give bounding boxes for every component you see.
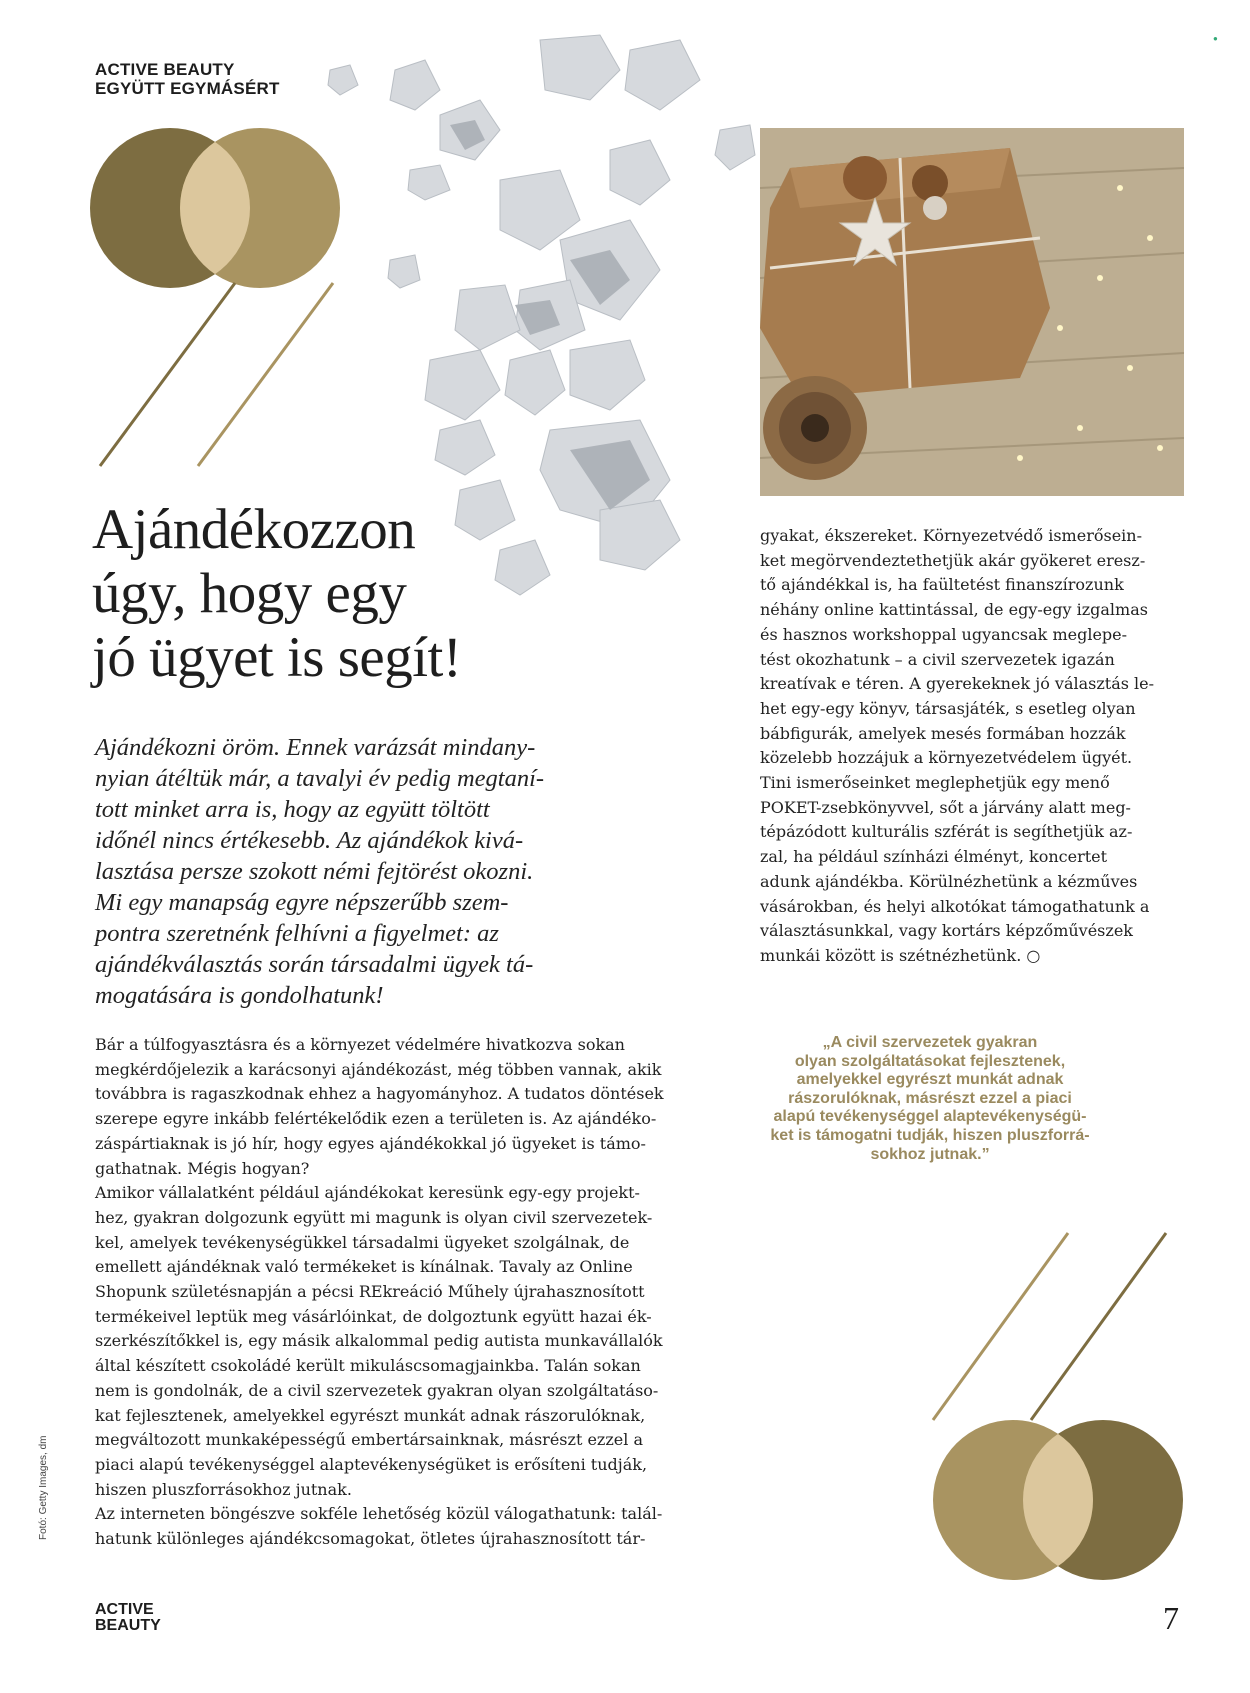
- article-title: [92, 498, 552, 690]
- body-line: kreatívak e téren. A gyerekeknek jó választás le-: [760, 674, 1155, 694]
- body-line: kel, amelyek tevékenységükkel társadalmi ügyeket szolgálnak, de: [95, 1232, 630, 1252]
- lead-line: tott minket arra is, hogy az együtt töltött: [95, 796, 490, 823]
- body-line: bábfigurák, amelyek mesés formában hozzák: [760, 723, 1126, 743]
- closing-quote-graphic: [868, 1228, 1188, 1583]
- closing-tail-left: [933, 1233, 1068, 1420]
- body-line: emellett ajándéknak való termékeket is kínálnak. Tavaly az Online: [95, 1257, 633, 1277]
- quote-line: rászorulóknak, másrészt ezzel a piaci: [788, 1089, 1072, 1107]
- body-line: szerepe egyre inkább felértékelődik ezen a területen is. Az ajándéko-: [95, 1109, 657, 1129]
- body-line: néhány online kattintással, de egy-egy izgalmas: [760, 600, 1148, 620]
- body-line: kat fejlesztenek, amelyekkel egyrészt munkát adnak rászorulóknak,: [95, 1405, 646, 1425]
- body-line: választásunkkal, vagy kortárs képzőművészek: [760, 921, 1133, 941]
- quote-line: „A civil szervezetek gyakran: [822, 1034, 1038, 1051]
- body-line: gathatnak. Mégis hogyan?: [95, 1158, 310, 1178]
- body-line: adunk ajándékba. Körülnézhetünk a kézműves: [760, 871, 1138, 891]
- body-line: záspártiaknak is jó hír, hogy egyes ajándékokkal jó ügyeket is támo-: [95, 1133, 646, 1153]
- closing-tail-right: [1031, 1233, 1166, 1420]
- body-line: het egy-egy könyv, társasjáték, s esetleg olyan: [760, 698, 1136, 718]
- gift-photo: [760, 128, 1184, 496]
- quote-line: sokhoz jutnak.”: [870, 1145, 990, 1163]
- quote-tail-left: [100, 283, 235, 466]
- body-line: tő ajándékkal is, ha faültetést finanszírozunk: [760, 575, 1124, 595]
- body-column-left: [95, 1033, 715, 1552]
- body-line: szerkészítőkkel is, egy másik alkalommal pedig autista munkavállalók: [95, 1331, 663, 1351]
- corner-dot-icon: ●: [1213, 34, 1218, 43]
- lead-paragraph: [95, 732, 655, 1011]
- lead-line: ajándékválasztás során társadalmi ügyek tá-: [95, 951, 534, 978]
- body-line: piaci alapú tevékenységgel alaptevékenységüket is erősíteni tudják,: [95, 1454, 648, 1474]
- body-line: megváltozott munkaképességű embertársainknak, másrészt ezzel a: [95, 1430, 643, 1450]
- footer-brand-line: ACTIVE: [95, 1601, 154, 1618]
- body-column-right: [760, 524, 1180, 969]
- pull-quote: [730, 1034, 1130, 1164]
- body-line: továbbra is ragaszkodnak ehhez a hagyományhoz. A tudatos döntések: [95, 1084, 664, 1104]
- body-line: Shopunk születésnapján a pécsi REkreáció Műhely újrahasznosított: [95, 1282, 645, 1302]
- gift-photo-illustration: [760, 128, 1184, 496]
- lead-line: Mi egy manapság egyre népszerűbb szem-: [95, 889, 509, 916]
- body-line: és hasznos workshoppal ugyancsak meglepe-: [760, 624, 1128, 644]
- title-line: úgy, hogy egy: [92, 562, 407, 625]
- lead-line: Ajándékozni öröm. Ennek varázsát mindany-: [95, 734, 536, 761]
- quote-line: alapú tevékenységgel alaptevékenységü-: [773, 1108, 1087, 1126]
- lead-line: mogatására is gondolhatunk!: [95, 982, 384, 1009]
- header-brand: ACTIVE BEAUTY: [95, 60, 235, 79]
- lead-line: időnél nincs értékesebb. Az ajándékok kivá-: [95, 827, 524, 854]
- body-line: hez, gyakran dolgozunk együtt mi magunk is olyan civil szervezetek-: [95, 1207, 653, 1227]
- body-line: által készített csokoládé került mikuláscsomagjainkba. Talán sokan: [95, 1356, 641, 1376]
- title-line: Ajándékozzon: [92, 498, 416, 561]
- photo-credit: Fotó: Getty Images, dm: [38, 1435, 49, 1540]
- body-line: hatunk különleges ajándékcsomagokat, ötletes újrahasznosított tár-: [95, 1529, 646, 1549]
- body-line: nem is gondolnák, de a civil szervezetek gyakran olyan szolgáltatáso-: [95, 1380, 659, 1400]
- body-line: közelebb hozzájuk a környezetvédelem ügyét.: [760, 748, 1133, 768]
- quote-line: olyan szolgáltatásokat fejlesztenek,: [794, 1052, 1066, 1070]
- body-line: tépázódott kulturális szférát is segíthetjük az-: [760, 822, 1133, 842]
- body-line: Az interneten böngészve sokféle lehetőség közül válogathatunk: talál-: [95, 1504, 663, 1524]
- body-line: hiszen pluszforrásokhoz jutnak.: [95, 1479, 352, 1499]
- quote-line: amelyekkel egyrészt munkát adnak: [796, 1071, 1064, 1089]
- body-line: munkái között is szétnézhetünk. ○: [760, 945, 1041, 965]
- body-line: Amikor vállalatként például ajándékokat keresünk egy-egy projekt-: [95, 1183, 640, 1203]
- footer-brand-line: BEAUTY: [95, 1617, 161, 1634]
- body-line: zal, ha például színházi élményt, koncertet: [760, 847, 1108, 867]
- lead-line: nyian átéltük már, a tavalyi év pedig megtaní-: [95, 765, 545, 792]
- body-line: ket megörvendeztethetjük akár gyökeret eresz-: [760, 550, 1146, 570]
- header-section: EGYÜTT EGYMÁSÉRT: [95, 79, 280, 98]
- body-line: termékeivel leptük meg vásárlóinkat, de dolgoztunk együtt hazai ék-: [95, 1306, 652, 1326]
- body-line: tést okozhatunk – a civil szervezetek igazán: [760, 649, 1115, 669]
- lead-line: pontra szeretnénk felhívni a figyelmet: az: [95, 920, 499, 947]
- body-line: Tini ismerőseinket meglephetjük egy menő: [760, 773, 1110, 793]
- quote-line: ket is támogatni tudják, hiszen pluszforrá-: [770, 1126, 1090, 1144]
- footer-brand: [95, 1602, 161, 1634]
- body-line: megkérdőjelezik a karácsonyi ajándékozást, még többen vannak, akik: [95, 1059, 662, 1079]
- page-number: 7: [1163, 1600, 1179, 1636]
- body-line: gyakat, ékszereket. Környezetvédő ismerősein-: [760, 526, 1142, 545]
- body-line: POKET-zsebkönyvvel, sőt a járvány alatt meg-: [760, 797, 1131, 817]
- lead-line: lasztása persze szokott némi fejtörést okozni.: [95, 858, 534, 885]
- body-line: vásárokban, és helyi alkotókat támogathatunk a: [760, 896, 1150, 916]
- title-line: jó ügyet is segít!: [92, 626, 462, 689]
- section-header: [95, 60, 280, 98]
- body-line: Bár a túlfogyasztásra és a környezet védelmére hivatkozva sokan: [95, 1035, 625, 1054]
